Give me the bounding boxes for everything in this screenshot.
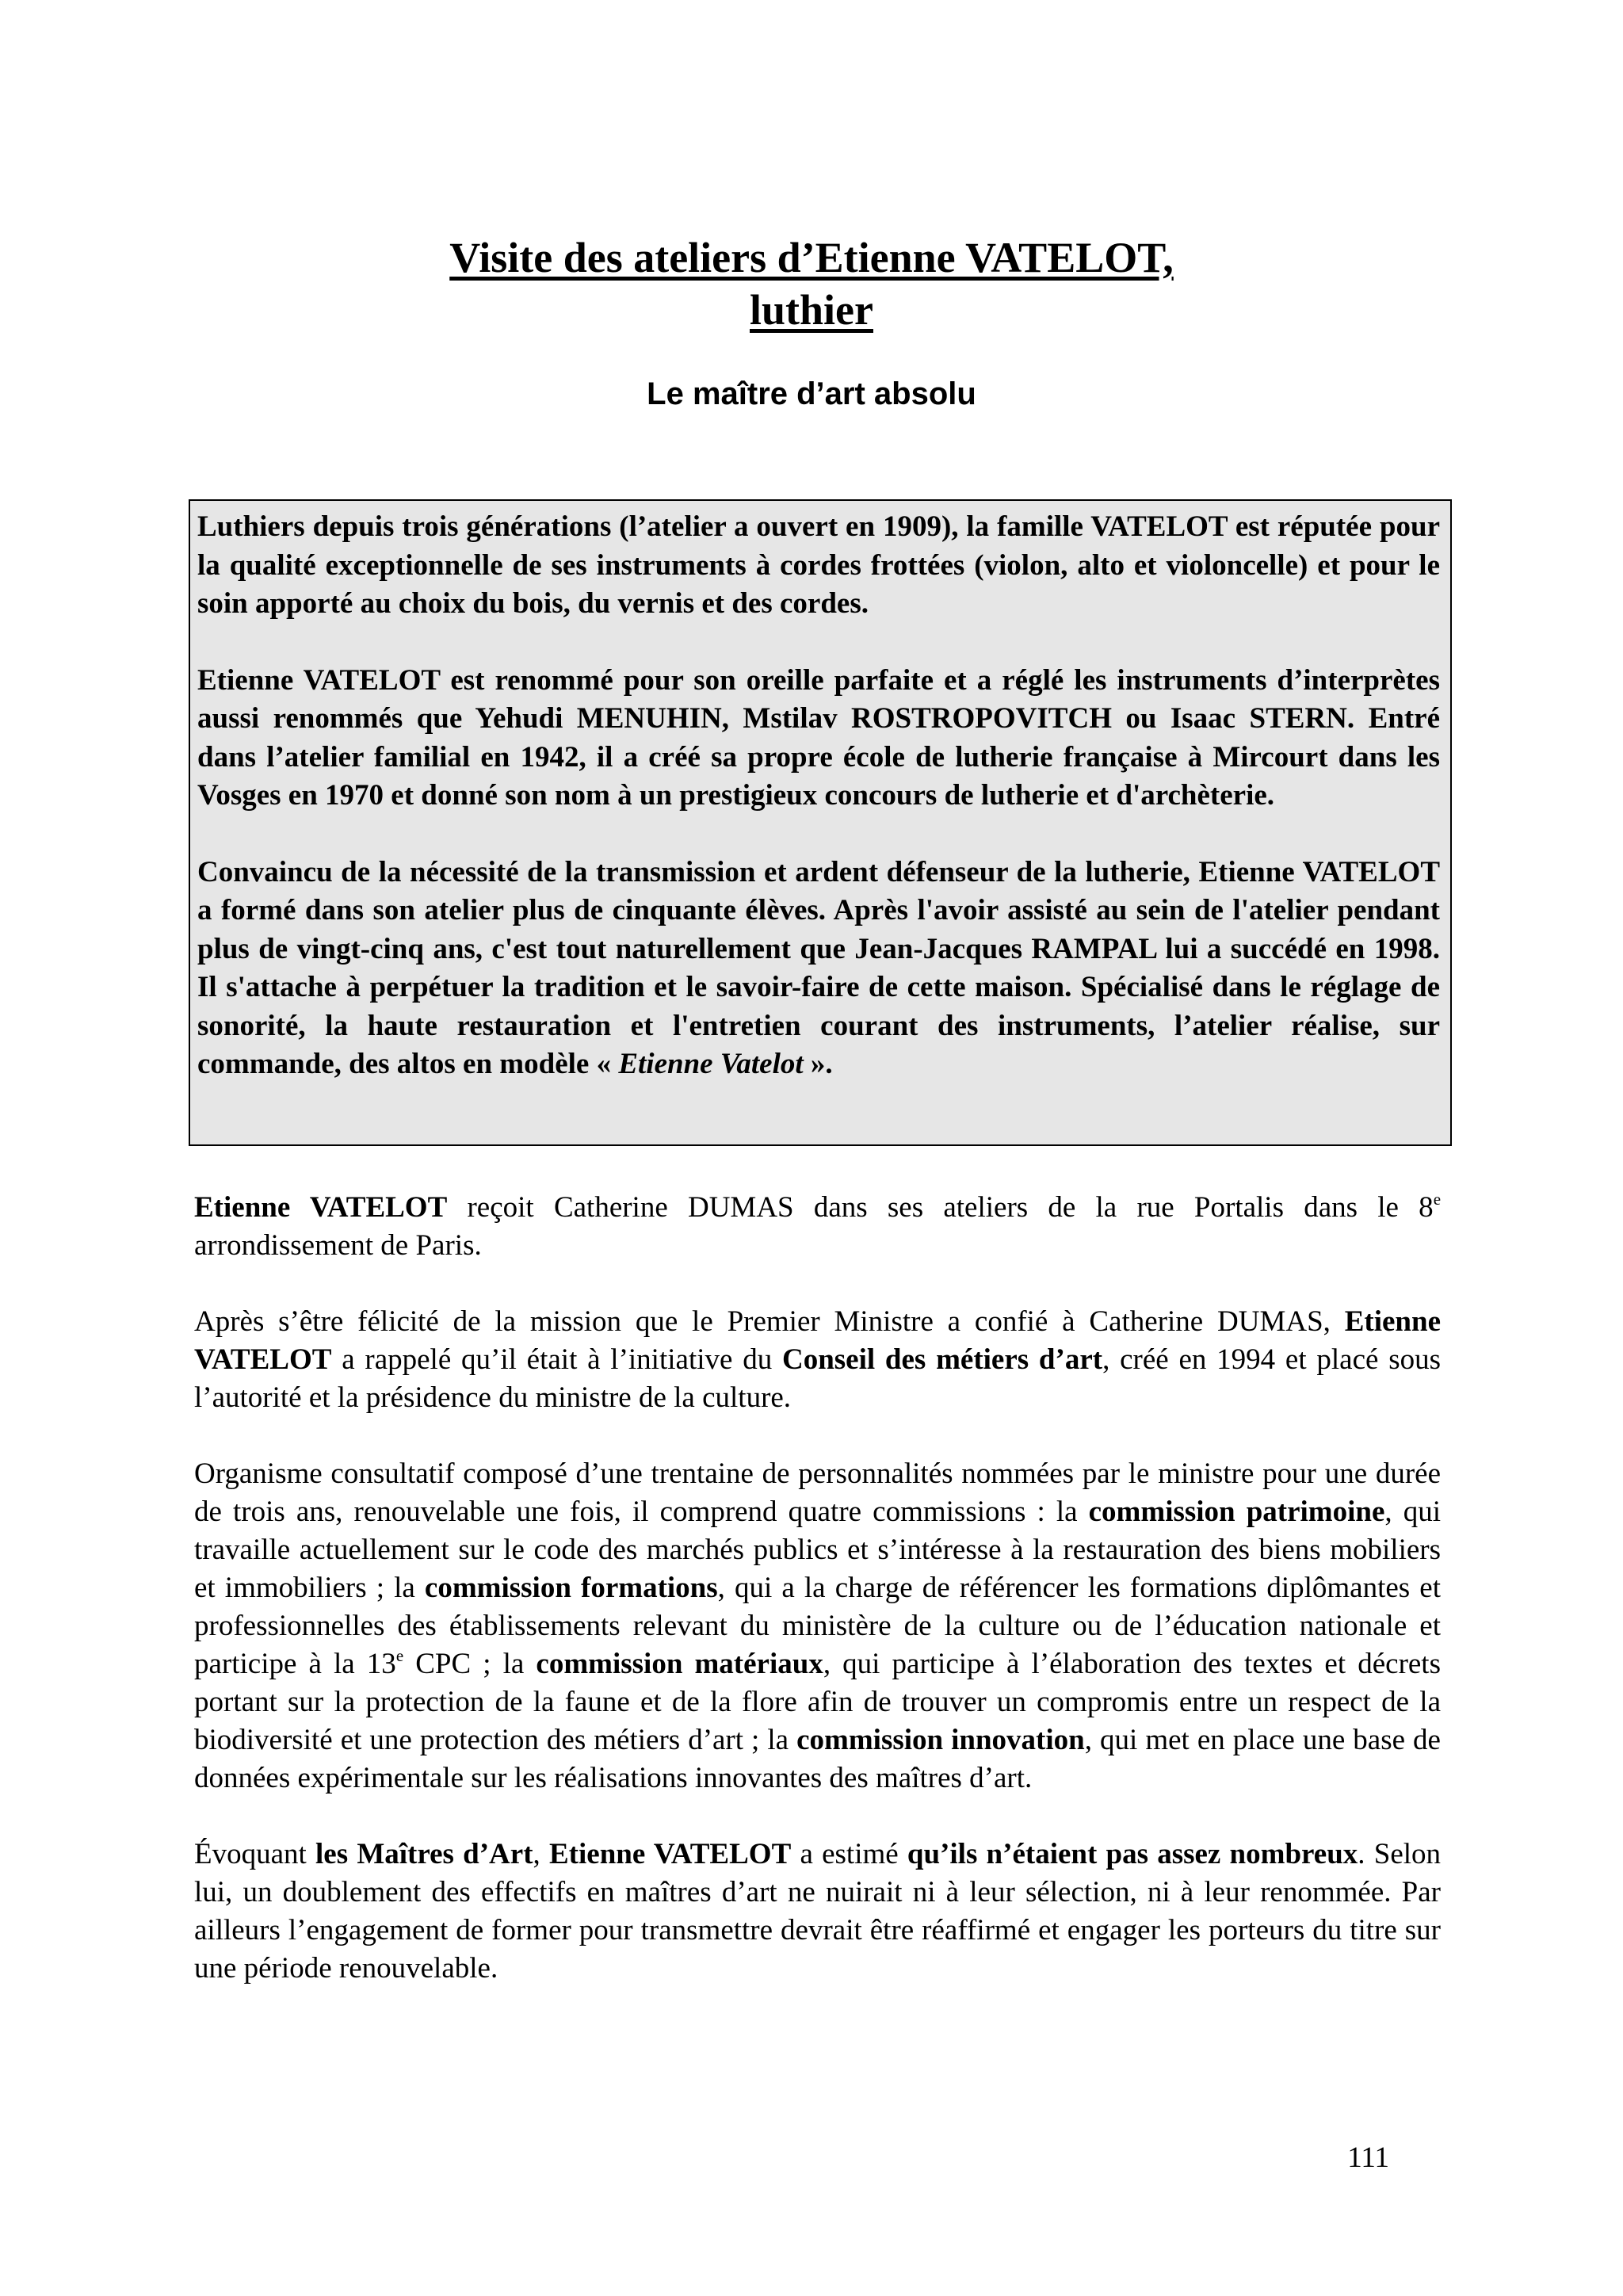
text-run: reçoit Catherine DUMAS dans ses ateliers de la rue Portalis dans le 8 [447,1191,1434,1224]
summary-paragraph-3-italic: Etienne Vatelot [618,1048,804,1080]
text-run: Après s’être félicité de la mission que le Premier Ministre a confié à Catherine DUMAS, [194,1305,1345,1338]
bold-commission-innovation: commission innovation [796,1724,1085,1756]
bold-maitres-art: les Maîtres d’Art [315,1838,533,1870]
text-run: , qui a la charge de référencer les formations diplômantes et professionnelles des établissements relevant du ministère de la culture ou de l’éducation nationale et participe à la 13 [194,1572,1441,1680]
text-run: a rappelé qu’il était à l’initiative du [331,1343,782,1376]
text-run: . Selon lui, un doublement des effectifs en maîtres d’art ne nuirait ni à leur sélection, ni à leur renommée. Par ailleurs l’engagement de former pour transmettre devrait être réaffirmé et engager les porteurs du titre sur une période renouvelable. [194,1838,1442,1985]
summary-paragraph-2: Etienne VATELOT est renommé pour son oreille parfaite et a réglé les instruments d’interprètes aussi renommés que Yehudi MENUHIN, Mstilav ROSTROPOVITCH ou Isaac STERN. Entré dans l’atelier familial en 1942, il a créé sa propre école de lutherie française à Mircourt dans les Vosges en 1970 et donné son nom à un prestigieux concours de lutherie et d'archèterie. [197,663,1440,812]
superscript: e [1433,1190,1442,1209]
bold-commission-patrimoine: commission patrimoine [1088,1496,1385,1528]
text-run: Évoquant [194,1838,316,1870]
bold-name: Etienne VATELOT [194,1305,1441,1376]
bold-name: Etienne VATELOT [549,1838,792,1870]
summary-box [189,499,1452,1146]
text-run: arrondissement de Paris. [194,1229,482,1262]
bold-name: Etienne VATELOT [194,1191,448,1224]
body-text [194,1189,1441,2026]
text-run: CPC ; la [403,1648,537,1680]
body-paragraph-1 [194,1189,1441,1265]
document-title [0,231,1623,336]
body-paragraph-2 [194,1303,1441,1417]
summary-paragraph-3 [197,854,1440,1084]
body-paragraph-3 [194,1455,1441,1797]
text-run: , qui participe à l’élaboration des textes et décrets portant sur la protection de la faune et de la flore afin de trouver un compromis entre un respect de la biodiversité et une protection des métiers d’art ; la [194,1648,1441,1756]
text-run: Organisme consultatif composé d’une trentaine de personnalités nommées par le ministre pour une durée de trois ans, renouvelable une fois, il comprend quatre commissions : la [194,1457,1441,1528]
text-run: , créé en 1994 et placé sous l’autorité et la présidence du ministre de la culture. [194,1343,1442,1414]
document-subtitle: Le maître d’art absolu [647,376,976,411]
summary-paragraph-3-text: Convaincu de la nécessité de la transmission et ardent défenseur de la lutherie, Etienne VATELOT a formé dans son atelier plus de cinquante élèves. Après l'avoir assisté au sein de l'atelier pendant plus de vingt-cinq ans, c'est tout naturellement que Jean-Jacques RAMPAL lui a succédé en 1998. Il s'attache à perpétuer la tradition et le savoir-faire de cette maison. Spécialisé dans le réglage de sonorité, la haute restauration et l'entretien courant des instruments, l’atelier réalise, sur commande, des altos en modèle « [197,855,1440,1080]
title-line-1: Visite des ateliers d’Etienne VATELOT, [449,234,1174,281]
text-run: , qui travaille actuellement sur le code des marchés publics et s’intéresse à la restauration des biens mobiliers et immobiliers ; la [194,1496,1442,1604]
superscript: e [395,1646,404,1665]
title-line-2: luthier [750,286,873,334]
bold-conseil: Conseil des métiers d’art [781,1343,1103,1376]
bold-commission-materiaux: commission matériaux [536,1648,823,1680]
bold-commission-formations: commission formations [424,1572,718,1604]
text-run: , [533,1838,549,1870]
summary-paragraph-3-end: ». [803,1048,833,1080]
body-paragraph-4 [194,1836,1441,1988]
page-number: 111 [1347,2141,1389,2174]
text-run: a estimé [791,1838,907,1870]
summary-paragraph-1: Luthiers depuis trois générations (l’atelier a ouvert en 1909), la famille VATELOT est réputée pour la qualité exceptionnelle de ses instruments à cordes frottées (violon, alto et violoncelle) et pour le soin apporté au choix du bois, du vernis et des cordes. [197,510,1440,620]
bold-pas-assez-nombreux: qu’ils n’étaient pas assez nombreux [907,1838,1358,1870]
text-run: , qui met en place une base de données expérimentale sur les réalisations innovantes des maîtres d’art. [194,1724,1441,1794]
